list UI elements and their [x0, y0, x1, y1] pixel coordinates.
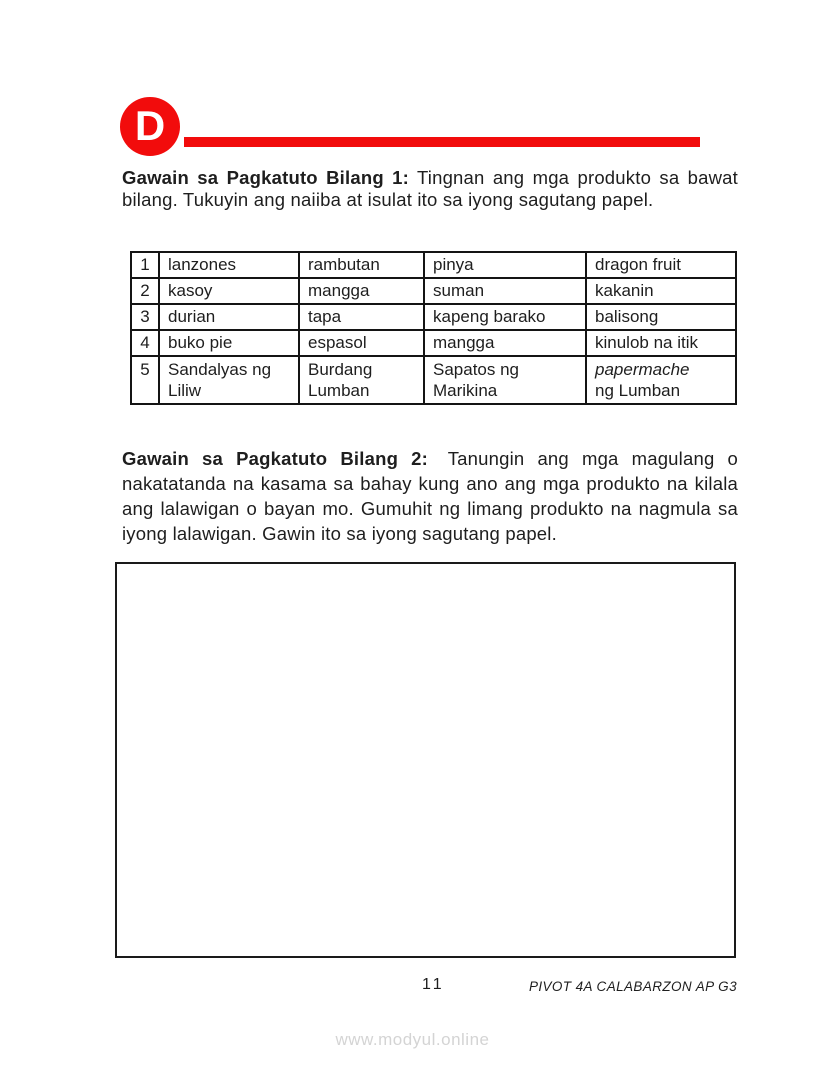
products-table — [130, 251, 737, 405]
page-number: 11 — [422, 976, 445, 993]
product-cell: durian — [159, 304, 299, 330]
product-cell: Sapatos ng Marikina — [424, 356, 586, 404]
product-cell: mangga — [299, 278, 424, 304]
activity1-paragraph — [122, 167, 738, 211]
badge-letter: D — [134, 101, 166, 149]
row-number-cell: 3 — [131, 304, 159, 330]
product-cell: mangga — [424, 330, 586, 356]
product-cell: buko pie — [159, 330, 299, 356]
table-row — [131, 252, 736, 278]
table-row — [131, 278, 736, 304]
activity2-title: Gawain sa Pagkatuto Bilang 2: — [122, 448, 428, 469]
product-cell: espasol — [299, 330, 424, 356]
product-cell: lanzones — [159, 252, 299, 278]
row-number-cell: 4 — [131, 330, 159, 356]
site-watermark: www.modyul.online — [335, 1030, 490, 1049]
product-cell: dragon fruit — [586, 252, 736, 278]
product-cell: Burdang Lumban — [299, 356, 424, 404]
drawing-answer-box — [115, 562, 736, 958]
product-cell: kakanin — [586, 278, 736, 304]
activity2-instructions: Tanungin ang mga magulang o nakatatanda na kasama sa bahay kung ano ang mga produkto na kilala ang lalawigan o bayan mo. Gumuhit ng limang produkto na nagmula sa iyong lalawigan. Gawin ito sa iyong sagutang papel. — [122, 448, 738, 544]
product-cell — [586, 356, 736, 404]
product-cell: tapa — [299, 304, 424, 330]
header-rule — [184, 137, 700, 147]
product-cell: kasoy — [159, 278, 299, 304]
product-cell: pinya — [424, 252, 586, 278]
table-row — [131, 356, 736, 404]
row-number-cell: 5 — [131, 356, 159, 404]
product-cell: balisong — [586, 304, 736, 330]
product-cell: kinulob na itik — [586, 330, 736, 356]
row-number-cell: 1 — [131, 252, 159, 278]
product-cell: suman — [424, 278, 586, 304]
product-cell: rambutan — [299, 252, 424, 278]
activity1-title: Gawain sa Pagkatuto Bilang 1: — [122, 167, 409, 188]
product-cell: kapeng barako — [424, 304, 586, 330]
product-cell: Sandalyas ng Liliw — [159, 356, 299, 404]
product-cell-rest-text: ng Lumban — [595, 381, 681, 400]
table-row — [131, 330, 736, 356]
table-row — [131, 304, 736, 330]
activity2-paragraph — [122, 446, 738, 546]
product-cell-italic-text: papermache — [595, 360, 690, 379]
row-number-cell: 2 — [131, 278, 159, 304]
section-d-badge — [120, 97, 180, 156]
module-label: PIVOT 4A CALABARZON AP G3 — [528, 979, 737, 994]
activity1-instructions: Tingnan ang mga produkto sa bawat bilang. Tukuyin ang naiiba at isulat ito sa iyong sagutang papel. — [122, 167, 738, 210]
